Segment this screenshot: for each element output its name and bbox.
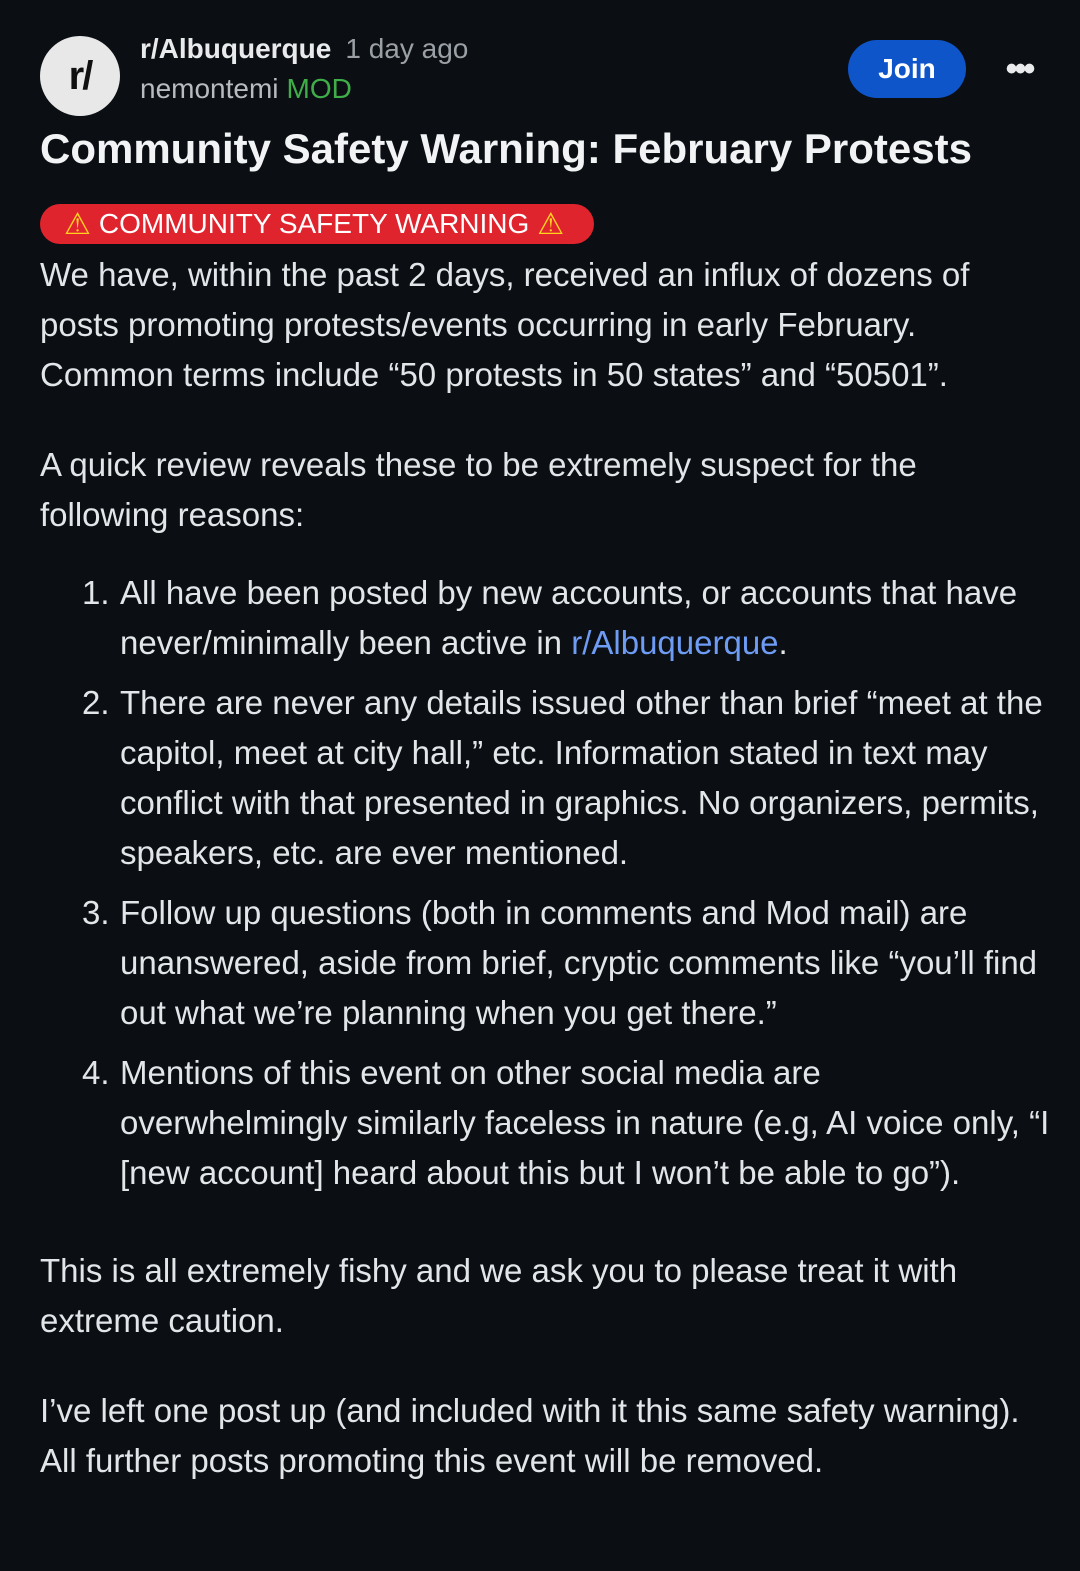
post-body — [40, 250, 1050, 1486]
post-header — [40, 32, 1040, 112]
body-paragraph: A quick review reveals these to be extremely suspect for the following reasons: — [40, 446, 917, 533]
post-meta — [140, 32, 468, 106]
join-button[interactable]: Join — [848, 40, 966, 98]
post-title: Community Safety Warning: February Protests — [40, 125, 972, 172]
list-item — [40, 1048, 1050, 1198]
list-text: All have been posted by new accounts, or accounts that have never/minimally been active in — [120, 574, 1018, 661]
body-paragraph: I’ve left one post up (and included with it this same safety warning). All further posts promoting this event will be removed. — [40, 1392, 1020, 1479]
more-options-icon[interactable]: ••• — [1005, 49, 1033, 88]
subreddit-name[interactable]: r/Albuquerque — [140, 33, 332, 64]
post-flair[interactable] — [40, 204, 594, 244]
list-number: 3. — [82, 894, 110, 931]
list-item — [40, 568, 1050, 668]
post-time: 1 day ago — [345, 33, 469, 64]
list-item — [40, 888, 1050, 1038]
list-number: 2. — [82, 684, 110, 721]
list-number: 1. — [82, 574, 110, 611]
body-paragraph: We have, within the past 2 days, received an influx of dozens of posts promoting protests/events occurring in early February. Common terms include “50 protests in 50 states” and “50501”. — [40, 256, 970, 393]
reasons-list — [40, 568, 1050, 1198]
warning-icon: ⚠ — [537, 207, 565, 241]
subreddit-link[interactable]: r/Albuquerque — [571, 624, 779, 661]
subreddit-avatar[interactable]: r/ — [40, 36, 120, 116]
list-number: 4. — [82, 1054, 110, 1091]
mod-badge: MOD — [286, 73, 352, 104]
body-paragraph: This is all extremely fishy and we ask you to please treat it with extreme caution. — [40, 1252, 958, 1339]
list-item — [40, 678, 1050, 878]
list-text: Follow up questions (both in comments and Mod mail) are unanswered, aside from brief, cryptic comments like “you’ll find out what we’re planning when you get there.” — [120, 894, 1038, 1031]
flair-text: COMMUNITY SAFETY WARNING — [98, 208, 530, 239]
warning-icon: ⚠ — [64, 207, 91, 241]
list-text: There are never any details issued other than brief “meet at the capitol, meet at city hall,” etc. Information stated in text may conflict with that presented in graphics. No organizers, permits, speakers, etc. are ever mentioned. — [120, 684, 1043, 871]
list-text-end: . — [778, 624, 788, 661]
author-username[interactable]: nemontemi — [140, 73, 279, 104]
list-text: Mentions of this event on other social media are overwhelmingly similarly faceless in nature (e.g, AI voice only, “I [new account] heard about this but I won’t be able to go”). — [120, 1054, 1050, 1191]
